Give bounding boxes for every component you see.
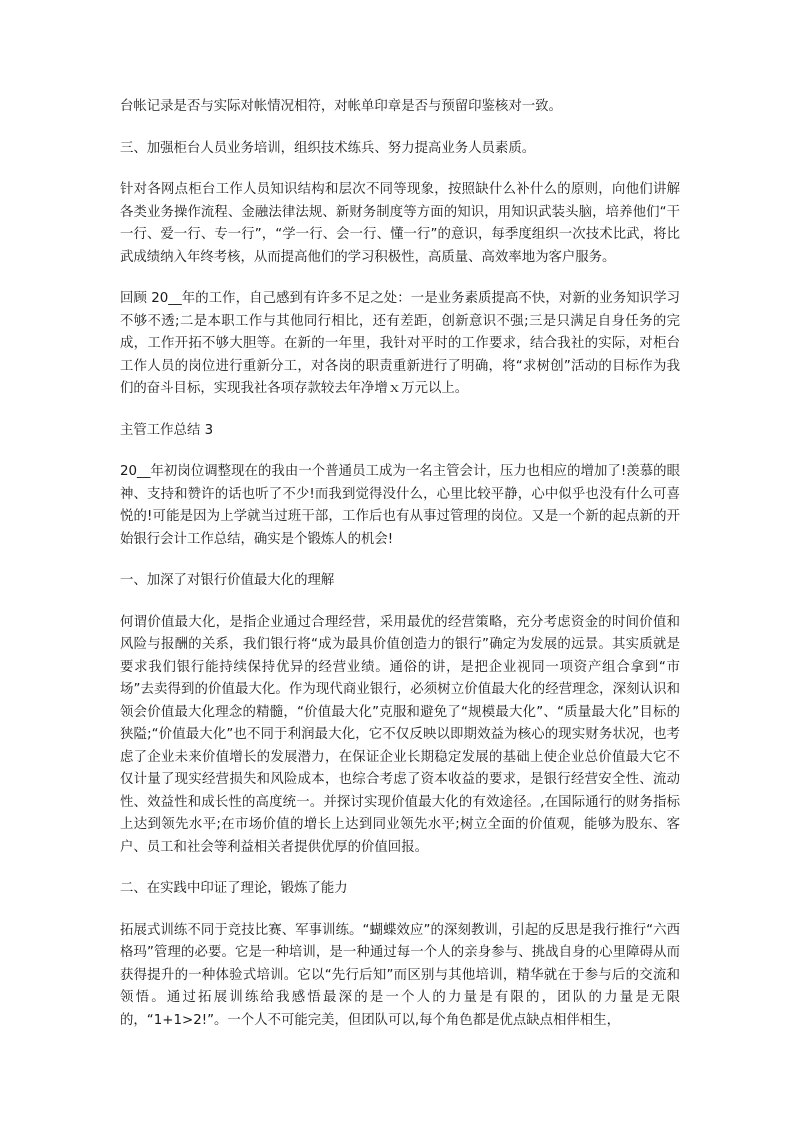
section-heading-training: 三、加强柜台人员业务培训，组织技术练兵、努力提高业务人员素质。 — [120, 140, 536, 156]
paragraph-value: 何谓价值最大化，是指企业通过合理经营，采用最优的经营策略，充分考虑资金的时间价值和风险与报酬的关系，我们银行将“成为最具价值创造力的银行”确定为发展的远景。其实质就是要求我们银行能持续保持优异的经营业绩。通俗的讲，是把企业视同一项资产组合拿到“市场”去卖得到的价值最大化。作为现代商业银行，必须树立价值最大化的经营理念，深刻认识和领会价值最大化理念的精髓，“价值最大化”克服和避免了“规模最大化”、“质量最大化”目标的狭隘;“价值最大化”也不同于利润最大化，它不仅反映以即期效益为核心的现实财务状况，也考虑了企业未来价值增长的发展潜力，在保证企业长期稳定发展的基础上使企业总价值最大它不仅计量了现实经营损失和风险成本，也综合考虑了资本收益的要求，是银行经营安全性、流动性、效益性和成长性的高度统一。并探讨实现价值最大化的有效途径。,在国际通行的财务指标上达到领先水平;在市场价值的增长上达到同业领先水平;树立全面的价值观，能够为股东、客户、员工和社会等利益相关者提供优厚的价值回报。 — [120, 614, 680, 855]
paragraph-practice: 拓展式训练不同于竞技比赛、军事训练。“蝴蝶效应”的深刻教训，引起的反思是我行推行“六西格玛”管理的必要。它是一种培训，是一种通过每一个人的亲身参与、挑战自身的心里障碍从而获得提升的一种体验式培训。它以“先行后知”而区别与其他培训，精华就在于参与后的交流和领悟。通过拓展训练给我感悟最深的是一个人的力量是有限的，团队的力量是无限的，“1+1>2!”。一个人不可能完美，但团队可以,每个角色都是优点缺点相伴相生， — [120, 922, 680, 1028]
paragraph-review: 回顾 20__年的工作，自己感到有许多不足之处：一是业务素质提高不快，对新的业务知识学习不够不透;二是本职工作与其他同行相比，还有差距，创新意识不强;三是只满足自身任务的完成，工作开拓不够大胆等。在新的一年里，我针对平时的工作要求，结合我社的实际，对柜台工作人员的岗位进行重新分工，对各岗的职责重新进行了明确，将“求树创”活动的目标作为我们的奋斗目标，实现我社各项存款较去年净增ｘ万元以上。 — [120, 291, 680, 396]
paragraph-intro: 20__年初岗位调整现在的我由一个普通员工成为一名主管会计，压力也相应的增加了!羡慕的眼神、支持和赞许的话也听了不少!而我到觉得没什么，心里比较平静，心中似乎也没有什么可喜悦的!可能是因为上学就当过班干部，工作后也有从事过管理的岗位。又是一个新的起点新的开始银行会计工作总结，确实是个锻炼人的机会! — [120, 464, 680, 547]
section-heading-practice: 二、在实践中印证了理论，锻炼了能力 — [120, 881, 348, 896]
document-page — [120, 96, 680, 1051]
paragraph-training: 针对各网点柜台工作人员知识结构和层次不同等现象，按照缺什么补什么的原则，向他们讲解各类业务操作流程、金融法律法规、新财务制度等方面的知识，用知识武装头脑，培养他们“干一行、爱一行、专一行”，“学一行、会一行、懂一行”的意识，每季度组织一次技术比武，将比武成绩纳入年终考核，从而提高他们的学习积极性，高质量、高效率地为客户服务。 — [120, 182, 680, 265]
section-heading-value: 一、加深了对银行价值最大化的理解 — [120, 573, 335, 588]
document-subtitle: 主管工作总结 3 — [120, 422, 214, 438]
paragraph-ledger-check: 台帐记录是否与实际对帐情况相符，对帐单印章是否与预留印鉴核对一致。 — [120, 99, 562, 114]
